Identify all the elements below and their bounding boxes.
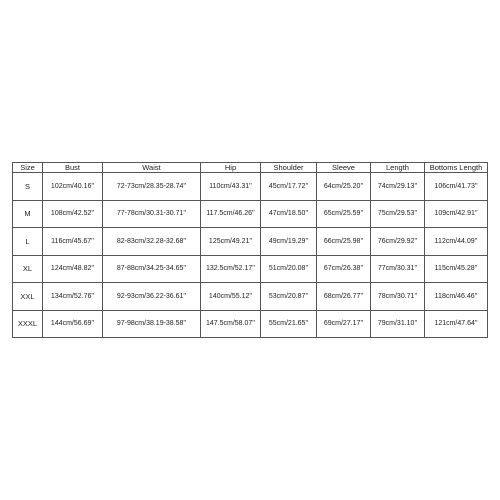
sleeve-cell: 66cm/25.98'' <box>317 228 371 256</box>
bottoms-length-cell: 121cm/47.64'' <box>425 310 488 338</box>
length-cell: 78cm/30.71'' <box>371 283 425 311</box>
shoulder-cell: 47cm/18.50'' <box>261 200 317 228</box>
table-row <box>13 283 488 311</box>
shoulder-cell: 49cm/19.29'' <box>261 228 317 256</box>
table-row <box>13 200 488 228</box>
hip-cell: 147.5cm/58.07'' <box>201 310 261 338</box>
table-row <box>13 310 488 338</box>
sleeve-cell: 69cm/27.17'' <box>317 310 371 338</box>
size-cell: XXXL <box>13 310 43 338</box>
waist-cell: 82-83cm/32.28-32.68'' <box>103 228 201 256</box>
bottoms-length-cell: 112cm/44.09'' <box>425 228 488 256</box>
sleeve-cell: 67cm/26.38'' <box>317 255 371 283</box>
waist-cell: 92-93cm/36.22-36.61'' <box>103 283 201 311</box>
header-bust: Bust <box>43 163 103 173</box>
bottoms-length-cell: 106cm/41.73'' <box>425 173 488 201</box>
size-chart-table <box>12 162 488 338</box>
waist-cell: 97-98cm/38.19-38.58'' <box>103 310 201 338</box>
sleeve-cell: 64cm/25.20'' <box>317 173 371 201</box>
header-bottoms-length: Bottoms Length <box>425 163 488 173</box>
bust-cell: 134cm/52.76'' <box>43 283 103 311</box>
size-cell: S <box>13 173 43 201</box>
hip-cell: 117.5cm/46.26'' <box>201 200 261 228</box>
waist-cell: 87-88cm/34.25-34.65'' <box>103 255 201 283</box>
size-cell: M <box>13 200 43 228</box>
length-cell: 75cm/29.53'' <box>371 200 425 228</box>
bust-cell: 124cm/48.82'' <box>43 255 103 283</box>
bust-cell: 102cm/40.16'' <box>43 173 103 201</box>
bottoms-length-cell: 109cm/42.91'' <box>425 200 488 228</box>
header-shoulder: Shoulder <box>261 163 317 173</box>
header-sleeve: Sleeve <box>317 163 371 173</box>
hip-cell: 140cm/55.12'' <box>201 283 261 311</box>
table-row <box>13 255 488 283</box>
waist-cell: 72-73cm/28.35-28.74'' <box>103 173 201 201</box>
length-cell: 77cm/30.31'' <box>371 255 425 283</box>
length-cell: 76cm/29.92'' <box>371 228 425 256</box>
bottoms-length-cell: 118cm/46.46'' <box>425 283 488 311</box>
shoulder-cell: 53cm/20.87'' <box>261 283 317 311</box>
header-waist: Waist <box>103 163 201 173</box>
hip-cell: 132.5cm/52.17'' <box>201 255 261 283</box>
header-hip: Hip <box>201 163 261 173</box>
bottoms-length-cell: 115cm/45.28'' <box>425 255 488 283</box>
bust-cell: 116cm/45.67'' <box>43 228 103 256</box>
length-cell: 74cm/29.13'' <box>371 173 425 201</box>
shoulder-cell: 45cm/17.72'' <box>261 173 317 201</box>
sleeve-cell: 68cm/26.77'' <box>317 283 371 311</box>
table-row <box>13 173 488 201</box>
size-cell: XXL <box>13 283 43 311</box>
size-cell: XL <box>13 255 43 283</box>
table-row <box>13 228 488 256</box>
header-row <box>13 163 488 173</box>
hip-cell: 125cm/49.21'' <box>201 228 261 256</box>
hip-cell: 110cm/43.31'' <box>201 173 261 201</box>
shoulder-cell: 55cm/21.65'' <box>261 310 317 338</box>
size-cell: L <box>13 228 43 256</box>
header-length: Length <box>371 163 425 173</box>
header-size: Size <box>13 163 43 173</box>
length-cell: 79cm/31.10'' <box>371 310 425 338</box>
bust-cell: 144cm/56.69'' <box>43 310 103 338</box>
sleeve-cell: 65cm/25.59'' <box>317 200 371 228</box>
waist-cell: 77-78cm/30.31-30.71'' <box>103 200 201 228</box>
shoulder-cell: 51cm/20.08'' <box>261 255 317 283</box>
bust-cell: 108cm/42.52'' <box>43 200 103 228</box>
